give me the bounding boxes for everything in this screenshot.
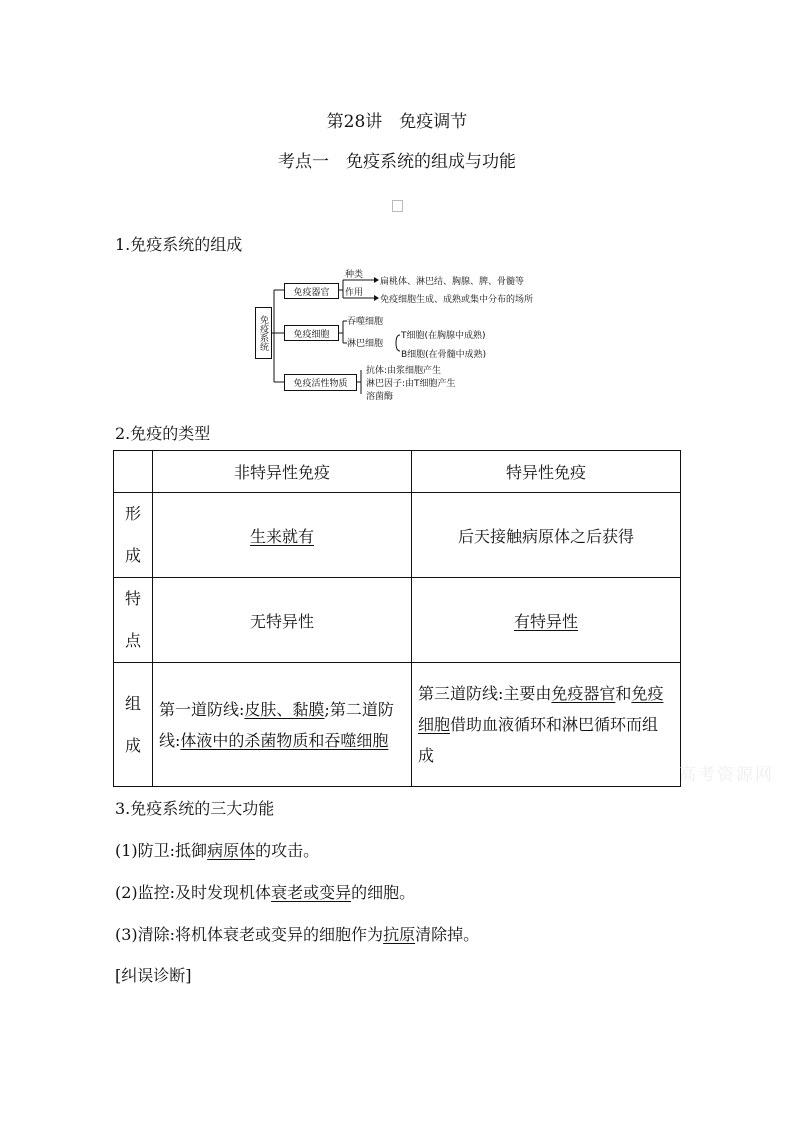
row-head-char: 点	[124, 631, 141, 650]
row-head-char: 成	[124, 735, 141, 755]
answer-text: 生来就有	[249, 526, 314, 546]
answer-text: 病原体	[207, 841, 256, 860]
text-run: 借助血液循环和淋巴循环而组成	[418, 715, 659, 765]
cell-feature-nonspecific: 无特异性	[153, 578, 412, 663]
answer-text: 皮肤、黏膜	[244, 699, 325, 719]
row-head-char: 组	[124, 693, 141, 713]
table-row	[114, 663, 681, 787]
text-run: 清除掉。	[415, 925, 480, 944]
antibody-label: 抗体:由浆细胞产生	[366, 366, 442, 376]
text-run: ;第二道防线:	[159, 699, 394, 750]
correction-label: [纠误诊断]	[115, 966, 192, 985]
cell-composition-nonspecific	[153, 663, 412, 787]
row-head-char: 形	[124, 504, 141, 523]
cell-composition-specific	[412, 663, 681, 787]
lymphokine-label: 淋巴因子:由T细胞产生	[366, 379, 456, 389]
heading-functions: 3.免疫系统的三大功能	[115, 799, 275, 818]
organ-kind-text: 扁桃体、淋巴结、胸腺、脾、骨髓等	[380, 277, 525, 287]
organ-func-label: 作用	[345, 288, 364, 298]
cell-formation-specific: 后天接触病原体之后获得	[412, 493, 681, 578]
row-head-char: 成	[124, 546, 141, 565]
answer-text: 免疫器官	[551, 684, 616, 703]
table-header-row	[114, 451, 681, 493]
immune-types-table	[113, 450, 681, 787]
text-run: 的细胞。	[351, 883, 416, 902]
image-placeholder-icon	[392, 200, 403, 212]
b-cell-label: B细胞(在骨髓中成熟)	[401, 350, 487, 360]
col-nonspecific: 非特异性免疫	[153, 451, 412, 493]
table-row	[114, 493, 681, 578]
text-run: 和	[615, 684, 632, 703]
watermark: 高考资源网	[679, 765, 774, 785]
section-title: 考点一 免疫系统的组成与功能	[278, 152, 516, 172]
answer-text: 有特异性	[513, 611, 578, 631]
cell-feature-specific	[412, 578, 681, 663]
text-run: 第一道防线:	[159, 699, 245, 719]
answer-text: 衰老或变异	[271, 883, 352, 902]
answer-text: 抗原	[383, 925, 416, 944]
text-run: (2)监控:及时发现机体	[115, 883, 272, 902]
heading-composition: 1.免疫系统的组成	[115, 235, 243, 254]
page-title: 第28讲 免疫调节	[326, 112, 468, 132]
heading-types: 2.免疫的类型	[115, 424, 211, 443]
lymphocyte-label: 淋巴细胞	[347, 339, 384, 349]
answer-text: 免疫细胞	[418, 684, 664, 734]
row-head-composition	[114, 663, 153, 787]
organ-func-text: 免疫细胞生成、成熟或集中分布的场所	[380, 295, 534, 305]
table-row	[114, 578, 681, 663]
answer-text: 体液中的杀菌物质和吞噬细胞	[180, 730, 389, 750]
function-monitor	[115, 880, 415, 903]
phagocyte-label: 吞噬细胞	[347, 317, 384, 327]
diagram-root-box: 免疫系统	[255, 307, 272, 359]
cell-box: 免疫细胞	[284, 325, 339, 341]
function-clearance	[115, 922, 479, 945]
row-head-feature	[114, 578, 153, 663]
text-run: 的攻击。	[255, 841, 320, 860]
immune-system-diagram	[250, 265, 550, 400]
col-specific: 特异性免疫	[412, 451, 681, 493]
text-run: (3)清除:将机体衰老或变异的细胞作为	[115, 925, 384, 944]
function-defense	[115, 838, 319, 861]
t-cell-label: T细胞(在胸腺中成熟)	[401, 331, 486, 341]
row-head-char: 特	[124, 589, 141, 608]
cell-formation-nonspecific	[153, 493, 412, 578]
text-run: 第三道防线:主要由	[418, 684, 552, 703]
organ-kind-label: 种类	[345, 270, 364, 280]
lysozyme-label: 溶菌酶	[366, 392, 394, 402]
organ-box: 免疫器官	[284, 283, 339, 299]
text-run: (1)防卫:抵御	[115, 841, 208, 860]
row-head-formation	[114, 493, 153, 578]
active-substance-box: 免疫活性物质	[284, 374, 357, 391]
table-corner-cell	[114, 451, 153, 493]
